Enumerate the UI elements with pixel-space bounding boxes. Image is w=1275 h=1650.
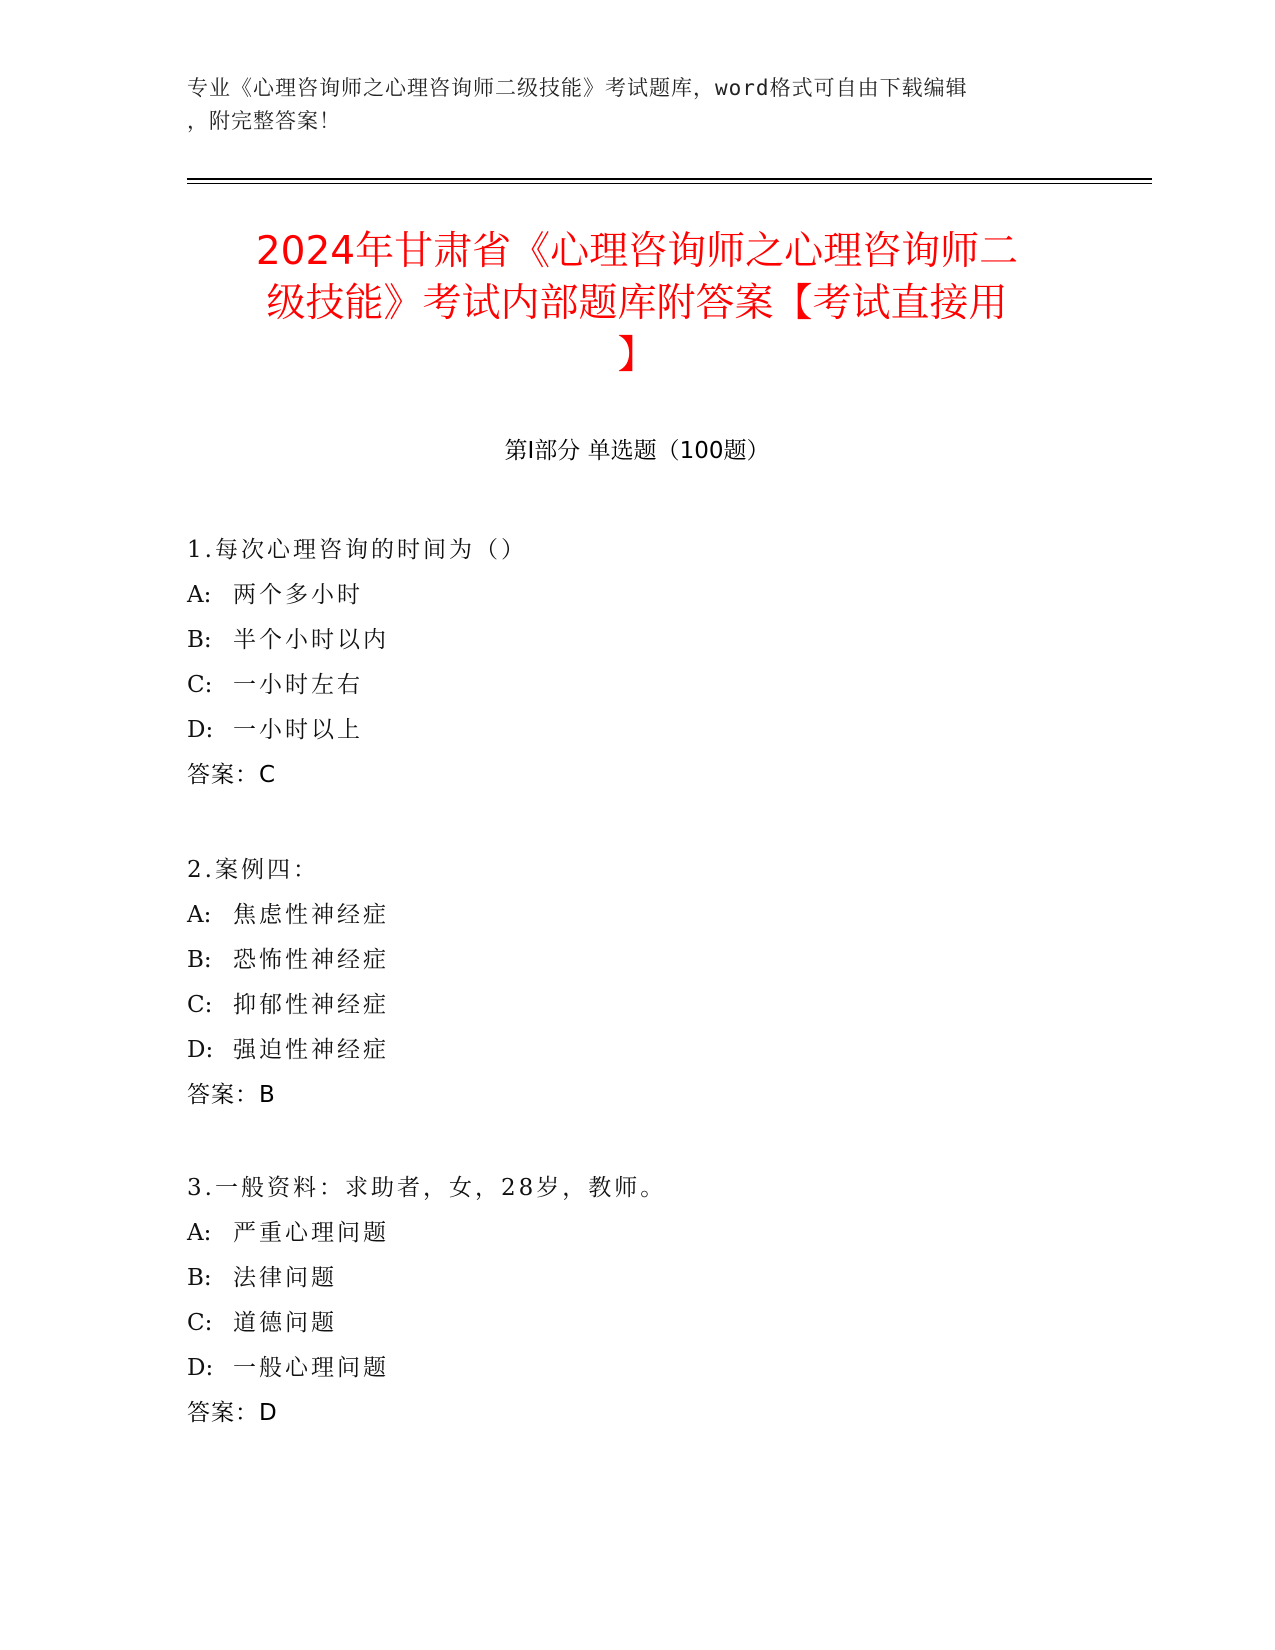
option-text: 强迫性神经症 — [233, 1037, 389, 1063]
option-text: 一般心理问题 — [233, 1355, 389, 1381]
option-letter: A: — [187, 1220, 212, 1246]
option-c — [187, 1301, 1087, 1346]
option-c — [187, 983, 1087, 1028]
document-title-line-3: 】 — [617, 333, 657, 378]
option-letter: B: — [187, 627, 212, 653]
question-stem: 1.每次心理咨询的时间为（） — [187, 537, 527, 563]
option-text: 半个小时以内 — [233, 627, 389, 653]
header-rule-thin — [187, 183, 1152, 184]
header-rule-thick — [187, 178, 1152, 180]
answer-line: 答案：B — [187, 1082, 276, 1108]
option-text: 两个多小时 — [233, 582, 363, 608]
option-a — [187, 1211, 1087, 1256]
header-note-line-1: 专业《心理咨询师之心理咨询师二级技能》考试题库，word格式可自由下载编辑 — [187, 76, 968, 100]
option-letter: D: — [187, 1037, 214, 1063]
option-text: 焦虑性神经症 — [233, 902, 389, 928]
option-letter: D: — [187, 1355, 214, 1381]
option-b — [187, 618, 1087, 663]
question-2 — [187, 848, 1087, 1118]
option-text: 一小时以上 — [233, 717, 363, 743]
option-b — [187, 1256, 1087, 1301]
option-letter: C: — [187, 672, 213, 698]
document-title-line-1: 2024年甘肃省《心理咨询师之心理咨询师二 — [255, 229, 1019, 274]
option-d — [187, 1028, 1087, 1073]
option-a — [187, 573, 1087, 618]
option-b — [187, 938, 1087, 983]
option-d — [187, 708, 1087, 753]
option-d — [187, 1346, 1087, 1391]
option-text: 严重心理问题 — [233, 1220, 389, 1246]
option-letter: D: — [187, 717, 214, 743]
option-text: 法律问题 — [233, 1265, 337, 1291]
option-letter: C: — [187, 1310, 213, 1336]
question-stem: 2.案例四： — [187, 857, 319, 883]
option-letter: B: — [187, 1265, 212, 1291]
header-note-line-2: ，附完整答案！ — [187, 109, 341, 133]
option-letter: B: — [187, 947, 212, 973]
option-text: 道德问题 — [233, 1310, 337, 1336]
option-letter: A: — [187, 902, 212, 928]
option-letter: C: — [187, 992, 213, 1018]
question-3 — [187, 1166, 1087, 1436]
option-a — [187, 893, 1087, 938]
option-text: 抑郁性神经症 — [233, 992, 389, 1018]
document-title-line-2: 级技能》考试内部题库附答案【考试直接用 — [266, 281, 1008, 326]
option-letter: A: — [187, 582, 212, 608]
option-c — [187, 663, 1087, 708]
section-heading: 第I部分 单选题（100题） — [504, 438, 770, 464]
header-note — [187, 72, 1067, 138]
option-text: 一小时左右 — [233, 672, 363, 698]
question-1 — [187, 528, 1087, 798]
option-text: 恐怖性神经症 — [233, 947, 389, 973]
answer-line: 答案：C — [187, 762, 277, 788]
question-stem: 3.一般资料：求助者，女，28岁，教师。 — [187, 1175, 667, 1201]
document-title — [187, 226, 1087, 382]
answer-line: 答案：D — [187, 1400, 278, 1426]
